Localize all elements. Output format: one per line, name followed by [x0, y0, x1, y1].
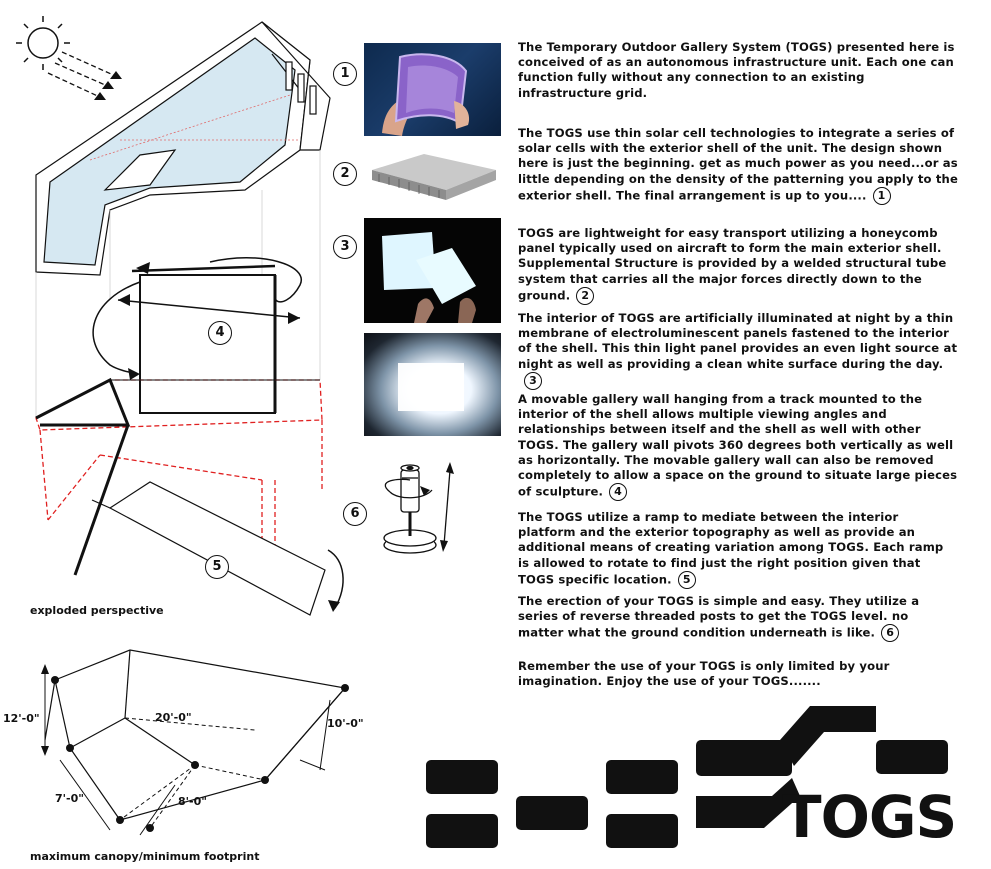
gallery-track	[132, 266, 275, 271]
gallery-wall	[140, 275, 275, 413]
paragraph-gallery-wall: A movable gallery wall hanging from a track mounted to the interior of the shell allows multiple viewing angles and relationships between itself and the shell as well with other TOGS. The gallery wall pivots 360 degrees both vertically as well as horizontally. The movable gallery wall can also be removed completely to allow a space on the ground to situate large pieces of sculpture. 4	[518, 392, 958, 501]
togs-logo-text: TOGS	[782, 783, 957, 851]
paragraph-intro: The Temporary Outdoor Gallery System (TOGS) presented here is conceived of as an autonomous infrastructure unit. Each one can function fully without any connection to an existing infrastructure grid.	[518, 40, 955, 100]
paragraph-erection: The erection of your TOGS is simple and easy. They utilize a series of reverse threaded posts to get the TOGS level. no matter what the ground condition underneath is like. 6	[518, 594, 958, 642]
dimension-height: 12'-0"	[3, 712, 40, 725]
caption-footprint: maximum canopy/minimum footprint	[30, 850, 260, 863]
diagram-number-6: 6	[343, 502, 367, 526]
reference-number-4: 4	[609, 483, 627, 501]
diagram-number-4: 4	[208, 321, 232, 345]
reference-number-1: 1	[873, 187, 891, 205]
reference-number-6: 6	[881, 624, 899, 642]
photo-flexible-solar-cell	[364, 43, 501, 136]
paragraph-illumination: The interior of TOGS are artificially illuminated at night by a thin membrane of electroluminescent panels fastened to the interior of the shell. This thin light panel provides an even light source at night as well as providing a clean white surface during the day.3	[518, 311, 958, 390]
dimension-right: 10'-0"	[327, 717, 364, 730]
dimension-depth: 7'-0"	[55, 792, 84, 805]
leveling-post-icon	[384, 465, 436, 553]
caption-exploded-perspective: exploded perspective	[30, 604, 164, 617]
sun-icon	[16, 16, 70, 70]
photo-number-2: 2	[333, 162, 357, 186]
photo-honeycomb-panel	[364, 148, 501, 205]
diagram-number-5: 5	[205, 555, 229, 579]
footprint-diagram	[0, 640, 400, 865]
paragraph-solar: The TOGS use thin solar cell technologies to integrate a series of solar cells with the exterior shell of the unit. The design shown here is just the beginning. get as much power as you need...or as little depending on the density of the patterning you apply to the exterior shell. The final arrangement is up to you.... 1	[518, 126, 958, 205]
paragraph-ramp: The TOGS utilize a ramp to mediate between the interior platform and the exterior topography as well as provide an additional means of creating variation among TOGS. Each ramp is allowed to rotate to find just the right position given that TOGS specific location. 5	[518, 510, 958, 589]
photo-number-3: 3	[333, 235, 357, 259]
dimension-length: 20'-0"	[155, 711, 192, 724]
paragraph-closing: Remember the use of your TOGS is only limited by your imagination. Enjoy the use of your TOGS.......	[518, 659, 890, 689]
reference-number-3: 3	[524, 372, 542, 390]
reference-number-5: 5	[678, 571, 696, 589]
paragraph-lightweight: TOGS are lightweight for easy transport utilizing a honeycomb panel typically used on aircraft to form the main exterior shell. Supplemental Structure is provided by a welded structural tube system that carries all the major forces directly down to the ground. 2	[518, 226, 958, 305]
ramp	[92, 482, 325, 615]
reference-number-2: 2	[576, 287, 594, 305]
ramp-rotation-arrow	[328, 550, 343, 608]
photo-electroluminescent-panels	[364, 218, 501, 323]
photo-number-1: 1	[333, 62, 357, 86]
dimension-front: 8'-0"	[178, 795, 207, 808]
togs-logo	[420, 700, 960, 865]
photo-glowing-panel	[364, 333, 501, 436]
